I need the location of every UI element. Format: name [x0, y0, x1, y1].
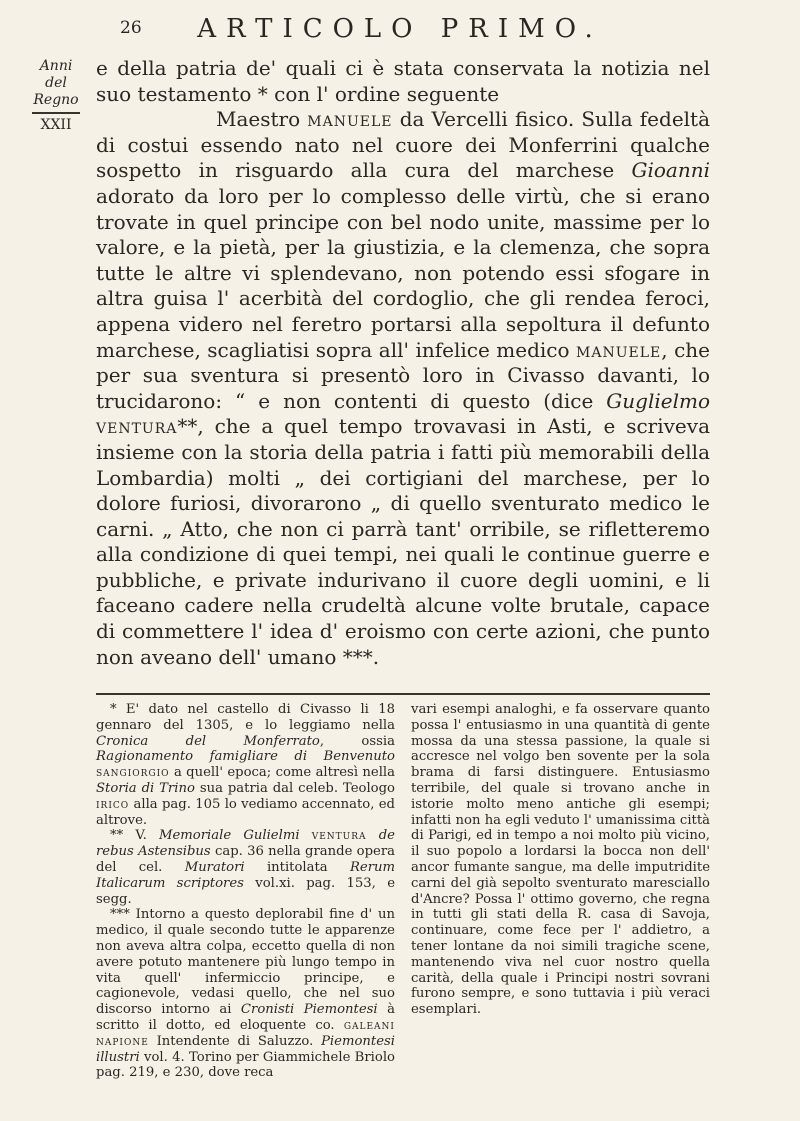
footnote-3: *** Intorno a questo deplorabil fine d' un medico, il quale secondo tutte le apparenze non aveva altra colpa, eccetto quella di non avere potuto mantenere più lungo tempo in vita quell' infermiccio principe, e cagionevole, vedasi quello, che nel suo discorso intorno ai Cronisti Piemontesi à scritto il dotto, ed eloquente co. galeani napione Intendente di Saluzzo. Piemontesi illustri vol. 4. Torino per Giammichele Briolo pag. 219, e 230, dove reca: [96, 907, 395, 1081]
page-number: 26: [120, 18, 142, 38]
footnote-2: ** V. Memoriale Gulielmi ventura de rebus Astensibus cap. 36 nella grande opera del cel. Muratori intitolata Rerum Italicarum scriptores vol.xi. pag. 153, e segg.: [96, 828, 396, 907]
margin-note-regno: del Regno: [33, 75, 79, 108]
margin-note: [28, 58, 84, 134]
page-header: [100, 10, 700, 44]
name-ventura: ventura: [96, 414, 178, 439]
paragraph-1: e della patria de' quali ci è stata conservata la notizia nel suo testamento * con l' ordine seguente: [96, 56, 710, 106]
footnote-3-continued: vari esempi analoghi, e fa osservare quanto possa l' entusiasmo in una quantità di gente mossa da una stessa passione, la quale si accresce nel volgo ben sovente per la sola brama di farsi distinguere. Entusiasmo terribile, del quale si trovano anche in istorie molto meno antiche gli esempi; infatti non ha egli veduto l' umanissima città di Parigi, ed in tempo a noi molto più vicino, il suo popolo a lordarsi la bocca non dell' ancor fumante sangue, ma delle imputridite carni del già sepolto sventurato maresciallo d'Ancre? Possa l' ottimo governo, che regna in tutti gli stati della R. casa di Savoja, continuare, come fece per l' addietro, a tener lontane da noi simili tragiche scene, mantenendo viva nel cuor nostro quella carità, della quale i Principi nostri sovrani furono sempre, e sono tuttavia i più veraci esemplari.: [411, 702, 710, 1018]
footnote-1: * E' dato nel castello di Civasso li 18 gennaro del 1305, e lo leggiamo nella Cronica del Monferrato, ossia Ragionamento famigliare di Benvenuto sangiorgio a quell' epoca; come altresì nella Storia di Trino sua patria dal celeb. Teologo irico alla pag. 105 lo vediamo accennato, ed altrove.: [96, 702, 395, 828]
margin-note-anni: Anni: [39, 58, 73, 74]
footnote-rule: [96, 693, 710, 695]
name-manuele-2: manuele: [576, 337, 662, 362]
margin-note-rule: [32, 112, 80, 114]
name-guglielmo: Guglielmo: [606, 388, 710, 413]
name-gioanni: Gioanni: [631, 158, 710, 183]
footnotes: [96, 702, 710, 1081]
running-title: ARTICOLO PRIMO.: [197, 14, 603, 44]
name-manuele: manuele: [307, 107, 393, 132]
margin-note-year: XXII: [40, 117, 72, 133]
footnote-column-left: [96, 702, 395, 1081]
main-text: [96, 56, 710, 670]
footnote-column-right: [411, 702, 710, 1081]
paragraph-2: Maestro manuele da Vercelli fisico. Sulla fedeltà di costui essendo nato nel cuore dei Monferrini qualche sospetto in risguardo alla cura del marchese Gioanni adorato da loro per lo complesso delle virtù, che si erano trovate in quel principe con bel nodo unite, massime per lo valore, e la pietà, per la giustizia, e la clemenza, che sopra tutte le altre vi splendevano, non potendo essi sfogare in altra guisa l' acerbità del cordoglio, che gli rendea feroci, appena videro nel feretro portarsi alla sepoltura il defunto marchese, scagliatisi sopra all' infelice medico manuele, che per sua sventura si presentò loro in Civasso davanti, lo trucidarono: “ e non contenti di questo (dice Guglielmo ventura**, che a quel tempo trovavasi in Asti, e scriveva insieme con la storia della patria i fatti più memorabili della Lombardia) molti „ dei cortigiani del marchese, per lo dolore furiosi, divorarono „ di quello sventurato medico le carni. „ Atto, che non ci parrà tant' orribile, se rifletteremo alla condizione di quei tempi, nei quali le continue guerre e pubbliche, e private indurivano il cuore degli uomini, e li faceano cadere nella crudeltà alcune volte brutale, capace di commettere l' idea d' eroismo con certe azioni, che punto non aveano dell' umano ***.: [96, 107, 711, 669]
